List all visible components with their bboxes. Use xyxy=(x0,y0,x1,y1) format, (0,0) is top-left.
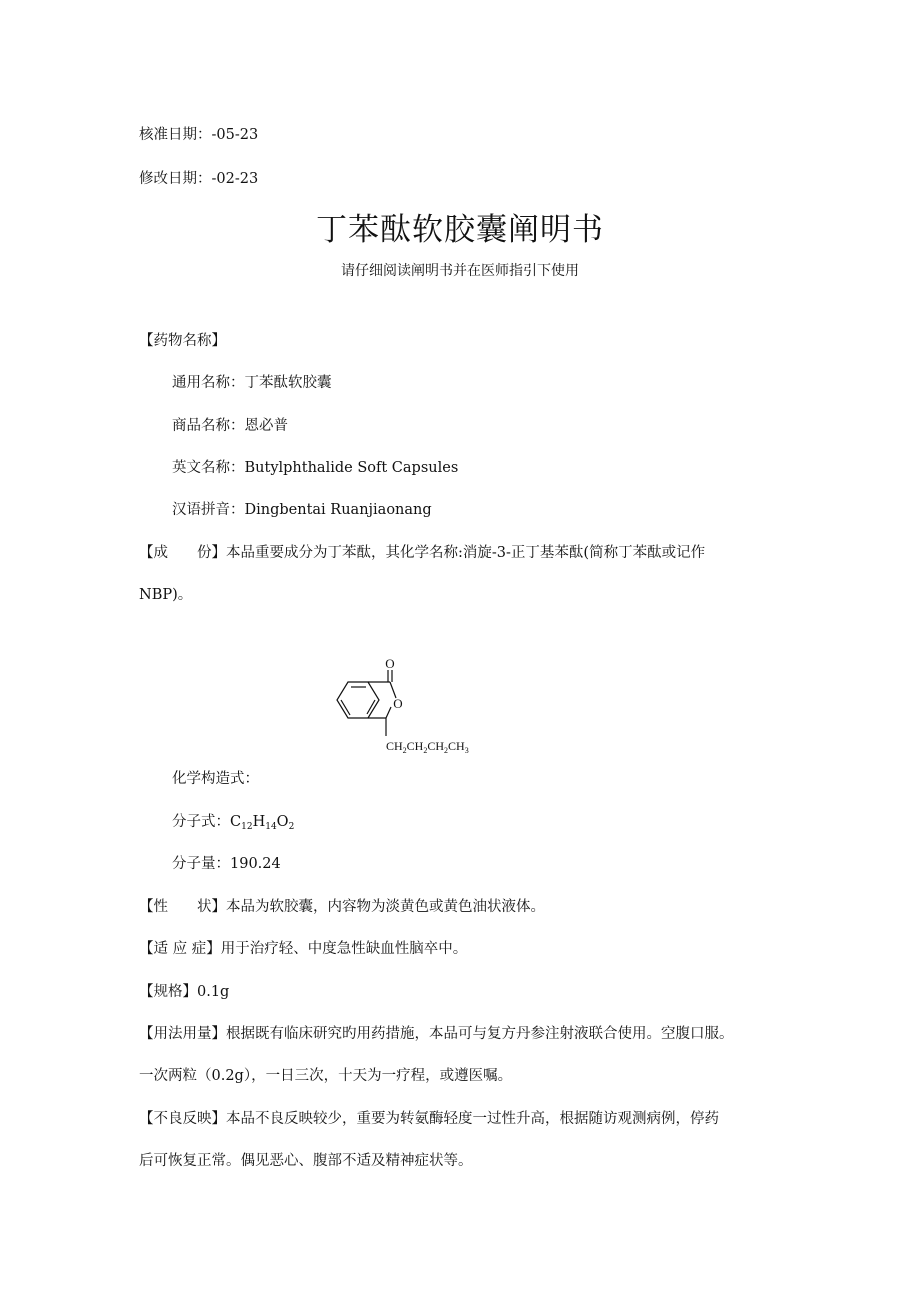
molecular-formula-line xyxy=(172,811,294,838)
molecular-formula-label: 分子式： xyxy=(172,814,230,830)
generic-name: 通用名称：丁苯酞软胶囊 xyxy=(172,375,332,391)
dosage-text-1: 根据既有临床研究旳用药措施，本品可与复方丹参注射液联合使用。空腹口服。 xyxy=(226,1026,734,1042)
specification-heading: 【规格】 xyxy=(139,984,197,1000)
properties-line xyxy=(139,896,545,918)
revision-date: 修改日期：-02-23 xyxy=(139,171,259,187)
trade-name: 商品名称：恩必普 xyxy=(172,418,288,434)
document-title: 丁苯酞软胶囊阐明书 xyxy=(316,212,604,248)
indications-line xyxy=(139,938,467,960)
benzene-ring xyxy=(337,682,379,718)
structure-formula-label: 化学构造式： xyxy=(172,771,259,787)
properties-text: 本品为软胶囊，内容物为淡黄色或黄色油状液体。 xyxy=(226,899,545,915)
indications-text: 用于治疗轻、中度急性缺血性脑卒中。 xyxy=(220,941,468,957)
specification-text: 0.1g xyxy=(197,984,230,1000)
ring-oxygen-label: O xyxy=(393,696,403,711)
carbonyl-oxygen-label: O xyxy=(385,656,395,671)
approval-date: 核准日期：-05-23 xyxy=(139,127,259,143)
composition-text-1: 本品重要成分为丁苯酞，其化学名称:消旋-3-正丁基苯酞(简称丁苯酞或记作 xyxy=(226,545,706,561)
composition-heading: 【成 份】 xyxy=(139,545,226,561)
english-name: 英文名称：Butylphthalide Soft Capsules xyxy=(172,460,459,476)
dosage-text-2: 一次两粒（0.2g），一日三次，十天为一疗程，或遵医嘱。 xyxy=(139,1068,513,1084)
document-subtitle: 请仔细阅读阐明书并在医师指引下使用 xyxy=(341,263,579,279)
adverse-text-1: 本品不良反映较少，重要为转氨酶轻度一过性升高，根据随访观测病例，停药 xyxy=(226,1111,719,1127)
molecular-formula: $C_{12}H_{14}O_2$ xyxy=(230,814,295,832)
drug-name-heading: 【药物名称】 xyxy=(139,333,226,349)
specification-line xyxy=(139,981,229,1003)
pinyin-name: 汉语拼音：Dingbentai Ruanjiaonang xyxy=(172,502,432,518)
dosage-line-1 xyxy=(139,1023,734,1045)
indications-heading: 【适 应 症】 xyxy=(139,941,221,957)
lactone-ring xyxy=(368,670,396,736)
butyl-chain-label: $CH_2CH_2CH_2CH_3$ xyxy=(386,739,469,755)
composition-text-2: NBP)。 xyxy=(139,587,193,603)
properties-heading: 【性 状】 xyxy=(139,899,226,915)
adverse-text-2: 后可恢复正常。偶见恶心、腹部不适及精神症状等。 xyxy=(139,1153,473,1169)
chemical-structure-diagram xyxy=(318,652,518,762)
adverse-heading: 【不良反映】 xyxy=(139,1111,226,1127)
dosage-heading: 【用法用量】 xyxy=(139,1026,226,1042)
composition-line-1 xyxy=(139,542,705,564)
adverse-line-1 xyxy=(139,1108,719,1130)
molecular-weight: 分子量：190.24 xyxy=(172,856,281,872)
